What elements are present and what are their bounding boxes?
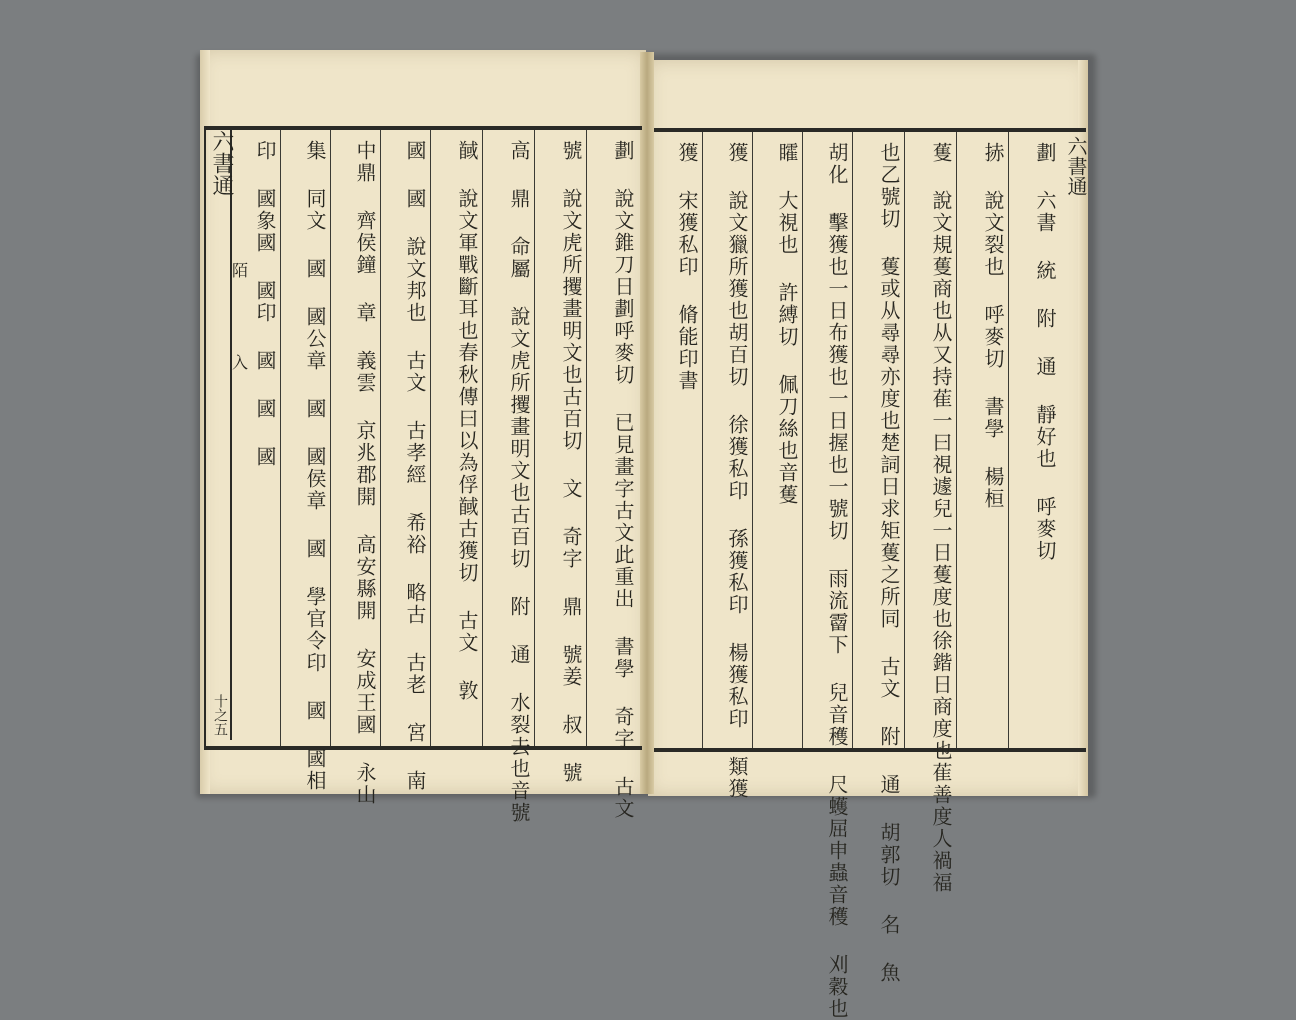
left-column-5 [434,130,483,746]
folio-number: 十之五 [212,694,228,736]
section-mark: 陌 [232,261,249,280]
right-column-7 [704,132,753,800]
left-column-2 [282,130,331,792]
right-column-6-text: 矐 大視也 許縛切 佩刀絲也音蒦 [775,142,799,506]
left-column-8 [590,130,638,820]
book-gutter [640,52,654,794]
left-column-1-text: 印 國象國 國印 國 國 國 [253,140,277,468]
right-column-8-text: 獲 宋獲私印 脩能印書 [675,142,699,392]
right-column-2-text: 捇 說文裂也 呼麥切 書學 楊桓 [981,142,1005,510]
right-column-4-text: 也乙號切 蒦或从尋尋亦度也楚詞日求矩蒦之所同 古文 附 通 胡郭切 名 魚 [877,142,901,984]
right-column-3 [908,132,957,894]
left-column-3 [332,130,381,806]
left-page-frame [204,126,642,824]
right-column-5-text: 胡化 擊獲也一日布獲也一日握也一號切 雨流霤下 兒音穫 尺蠖屈申蟲音穫 刈穀也 [825,142,849,1020]
left-column-6 [486,130,535,824]
tone-mark: 入 [232,353,249,372]
right-column-1 [1012,132,1060,748]
left-column-7-text: 號 說文虎所攫畫明文也古百切 文 奇字 鼎 號姜 叔 號 [559,140,583,784]
left-margin-strip [206,128,232,740]
left-column-2-text: 集 同文 國 國公章 國 國侯章 國 學官令印 國 國相 [303,140,327,792]
right-margin-title: 六書通 [1064,136,1088,196]
right-column-8 [654,132,703,748]
right-page-frame [654,128,1086,1020]
left-column-4-text: 國 國 說文邦也 古文 古孝經 希裕 略古 古老 宮 南 [403,140,427,792]
left-column-5-text: 馘 說文軍戰斷耳也春秋傳曰以為俘馘古獲切 古文 敦 [455,140,479,702]
left-column-6-text: 高 鼎 命屬 說文虎所攫畫明文也古百切 附 通 水裂去也音號 [507,140,531,824]
right-column-5 [804,132,853,1020]
right-column-7-text: 獲 說文獵所獲也胡百切 徐獲私印 孫獲私印 楊獲私印 類獲 [725,142,749,800]
left-column-7 [538,130,587,784]
right-column-1-text: 劃 六書 統 附 通 靜好也 呼麥切 [1033,142,1057,562]
right-column-6 [754,132,803,748]
left-column-4 [382,130,431,792]
right-column-4 [856,132,905,984]
right-column-3-text: 蒦 說文規蒦商也从又持萑一曰視遽兒一日蒦度也徐鍇日商度也萑善度人禍福 [929,142,953,894]
left-column-8-text: 劃 說文錐刀日劃呼麥切 已見畫字古文此重出 書學 奇字 古文 [611,140,635,820]
right-column-2 [960,132,1009,748]
left-column-1 [232,130,281,746]
left-column-3-text: 中鼎 齊侯鐘 章 義雲 京兆郡開 高安縣開 安成王國 永山 [353,140,377,806]
margin-title: 六書通 [209,130,234,196]
